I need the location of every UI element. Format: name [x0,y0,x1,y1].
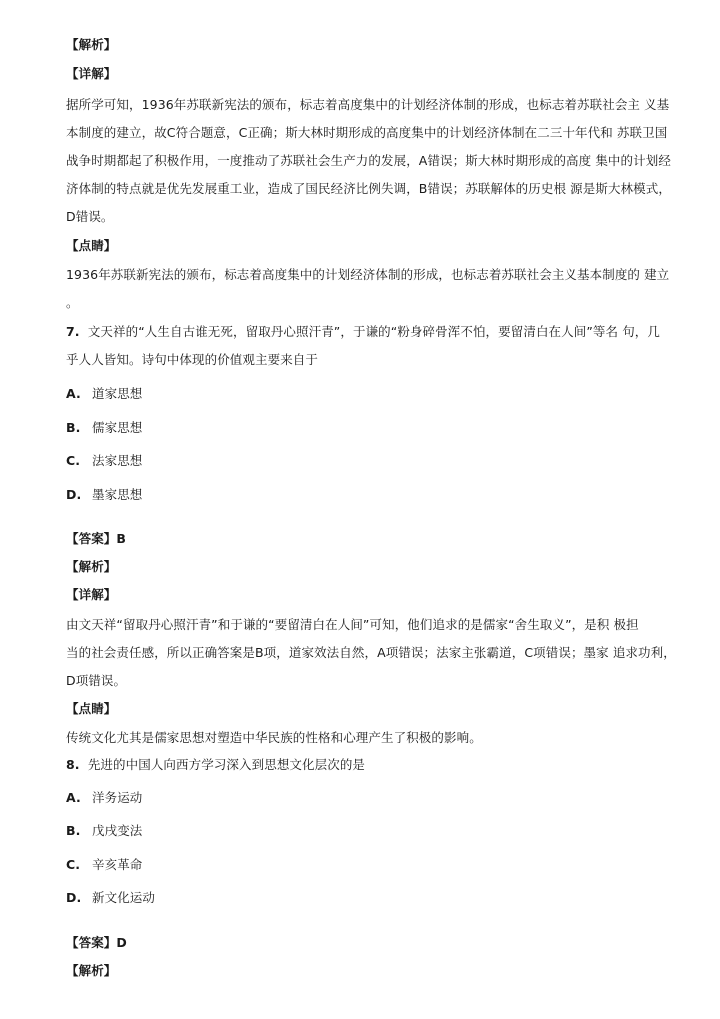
option-text: 戊戌变法 [92,823,143,838]
q7-option-b [66,420,142,436]
q8-stem-line [66,757,365,773]
option-letter: D. [66,890,82,905]
answer-tag: 【答案】 [66,935,117,950]
q6-detail-line: 战争时期都起了积极作用，一度推动了苏联社会生产力的发展，A错误；斯大林时期形成的高度 集中的计划经 [66,153,671,168]
q7-detail-line: D项错误。 [66,673,127,688]
option-text: 洋务运动 [92,790,143,805]
q7-answer [66,531,126,547]
option-letter: B. [66,823,81,838]
q8-stem-text: 先进的中国人向西方学习深入到思想文化层次的是 [87,757,366,772]
q6-comment-line: 。 [66,295,79,310]
q8-number: 8. [66,757,80,772]
answer-value: D [116,935,127,950]
q7-comment-heading: 【点睛】 [66,701,117,716]
option-letter: A. [66,386,81,401]
answer-tag: 【答案】 [66,531,117,546]
option-text: 法家思想 [92,453,143,468]
q7-stem-text: 文天祥的“人生自古谁无死，留取丹心照汗青”，于谦的“粉身碎骨浑不怕，要留清白在人间”等名 句，几 [87,324,660,339]
q6-detail-line: D错误。 [66,209,114,224]
option-text: 墨家思想 [92,487,143,502]
q6-detail-heading: 【详解】 [66,66,117,81]
option-letter: D. [66,487,82,502]
option-letter: A. [66,790,81,805]
q7-stem-line [66,324,660,340]
option-letter: C. [66,857,81,872]
q6-detail-line: 据所学可知，1936年苏联新宪法的颁布，标志着高度集中的计划经济体制的形成，也标志着苏联社会主 义基 [66,97,670,112]
option-text: 儒家思想 [92,420,143,435]
q7-detail-heading: 【详解】 [66,587,117,602]
q8-option-d [66,890,155,906]
q6-comment-line: 1936年苏联新宪法的颁布，标志着高度集中的计划经济体制的形成，也标志着苏联社会主义基本制度的 建立 [66,267,670,282]
option-text: 辛亥革命 [92,857,143,872]
q8-option-b [66,823,142,839]
q6-analysis-heading: 【解析】 [66,37,117,52]
q7-analysis-heading: 【解析】 [66,559,117,574]
q7-option-a [66,386,142,402]
q8-answer [66,935,127,951]
q6-comment-heading: 【点睛】 [66,238,117,253]
q7-detail-line: 当的社会责任感，所以正确答案是B项，道家效法自然，A项错误；法家主张霸道，C项错误；墨家 追求功利， [66,645,676,660]
q7-stem-line: 乎人人皆知。诗句中体现的价值观主要来自于 [66,352,319,367]
option-text: 道家思想 [92,386,143,401]
option-letter: C. [66,453,81,468]
q7-detail-line: 由文天祥“留取丹心照汗青”和于谦的“要留清白在人间”可知，他们追求的是儒家“舍生取义”，是积 极担 [66,617,639,632]
q7-comment-line: 传统文化尤其是儒家思想对塑造中华民族的性格和心理产生了积极的影响。 [66,730,482,745]
q7-option-c [66,453,142,469]
option-letter: B. [66,420,81,435]
q8-analysis-heading: 【解析】 [66,963,117,978]
q8-option-c [66,857,142,873]
q6-detail-line: 本制度的建立，故C符合题意，C正确；斯大林时期形成的高度集中的计划经济体制在二三十年代和 苏联卫国 [66,125,668,140]
q6-detail-line: 济体制的特点就是优先发展重工业，造成了国民经济比例失调，B错误；苏联解体的历史根 源是斯大林模式， [66,181,671,196]
q7-option-d [66,487,142,503]
q7-number: 7. [66,324,80,339]
q8-option-a [66,790,142,806]
answer-value: B [116,531,127,546]
option-text: 新文化运动 [92,890,156,905]
